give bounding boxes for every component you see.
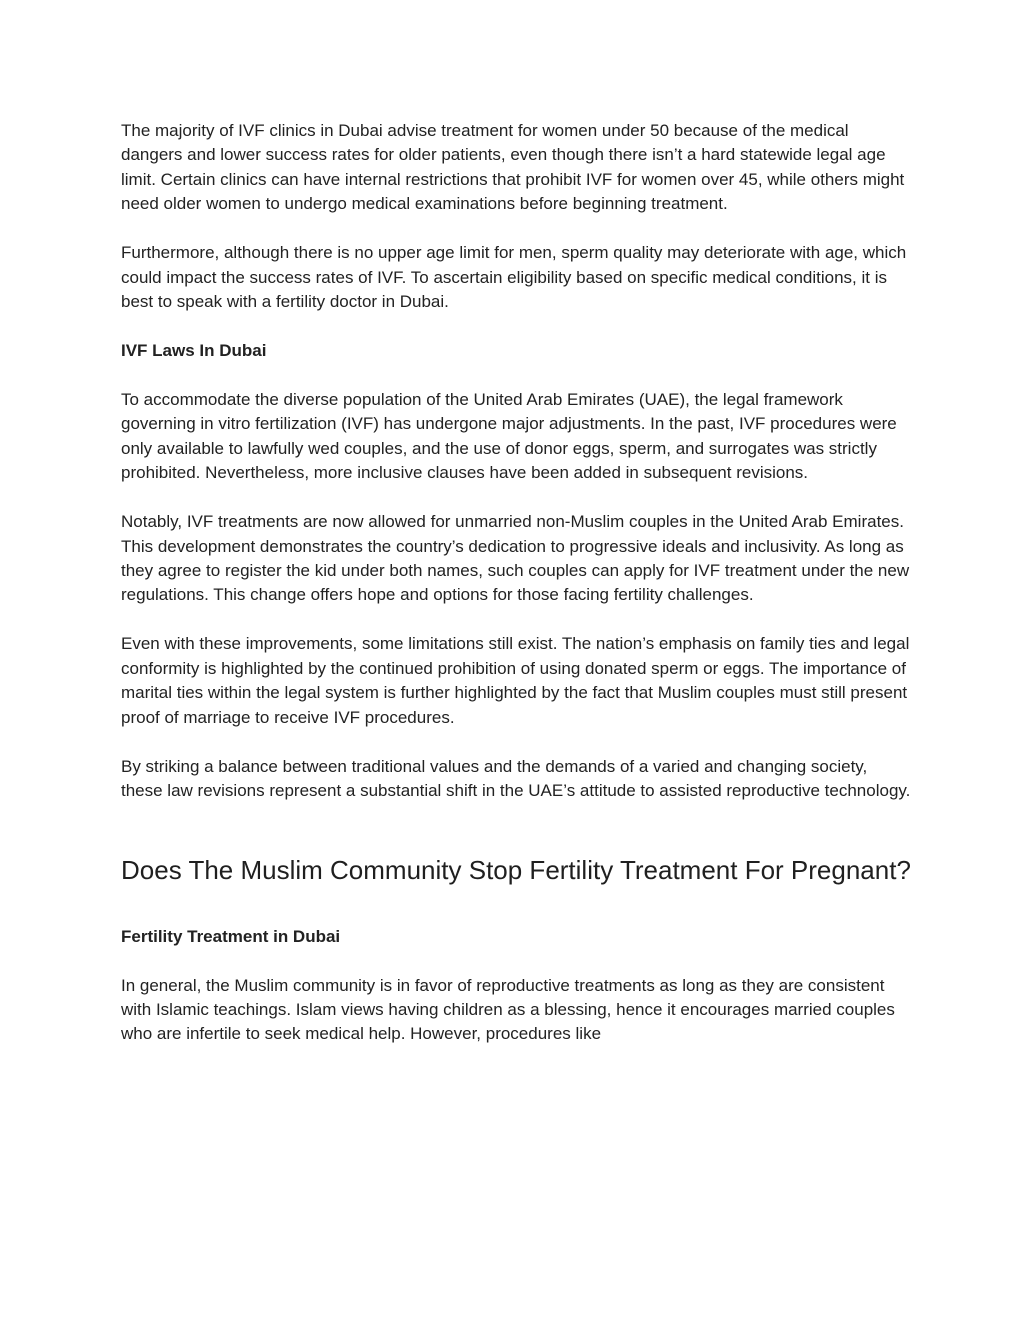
paragraph-balance: By striking a balance between traditional values and the demands of a varied and changing society, these law revisions represent a substantial shift in the UAE’s attitude to assisted reproductive technology. [121,756,911,801]
document-body [121,119,911,1071]
paragraph-age-limit-women: The majority of IVF clinics in Dubai advise treatment for women under 50 because of the medical dangers and lower success rates for older patients, even though there isn’t a hard statewide legal age limit. Certain clinics can have internal restrictions that prohibit IVF for women over 45, while others might need older women to undergo medical examinations before beginning treatment. [121,121,905,214]
paragraph-unmarried-couples: Notably, IVF treatments are now allowed for unmarried non-Muslim couples in the United Arab Emirates. This development demonstrates the country’s dedication to progressive ideals and inclusivity. As long as they agree to register the kid under both names, such couples can apply for IVF treatment under the new regulations. This change offers hope and options for those facing fertility challenges. [121,512,910,605]
subheading-fertility-treatment: Fertility Treatment in Dubai [121,926,341,946]
paragraph-limitations: Even with these improvements, some limitations still exist. The nation’s emphasis on family ties and legal conformity is highlighted by the continued prohibition of using donated sperm or eggs. The importance of marital ties within the legal system is further highlighted by the fact that Muslim couples must still present proof of marriage to receive IVF procedures. [121,634,910,727]
paragraph-legal-framework: To accommodate the diverse population of the United Arab Emirates (UAE), the legal framework governing in vitro fertilization (IVF) has undergone major adjustments. In the past, IVF procedures were only available to lawfully wed couples, and the use of donor eggs, sperm, and surrogates was strictly prohibited. Nevertheless, more inclusive clauses have been added in subsequent revisions. [121,390,897,483]
paragraph-muslim-community: In general, the Muslim community is in favor of reproductive treatments as long as they are consistent with Islamic teachings. Islam views having children as a blessing, hence it encourages married couples who are infertile to seek medical help. However, procedures like [121,975,895,1044]
subheading-ivf-laws: IVF Laws In Dubai [121,341,267,361]
heading-muslim-community: Does The Muslim Community Stop Fertility Treatment For Pregnant? [121,854,911,885]
paragraph-age-limit-men: Furthermore, although there is no upper age limit for men, sperm quality may deteriorate with age, which could impact the success rates of IVF. To ascertain eligibility based on specific medical conditions, it is best to speak with a fertility doctor in Dubai. [121,243,907,312]
